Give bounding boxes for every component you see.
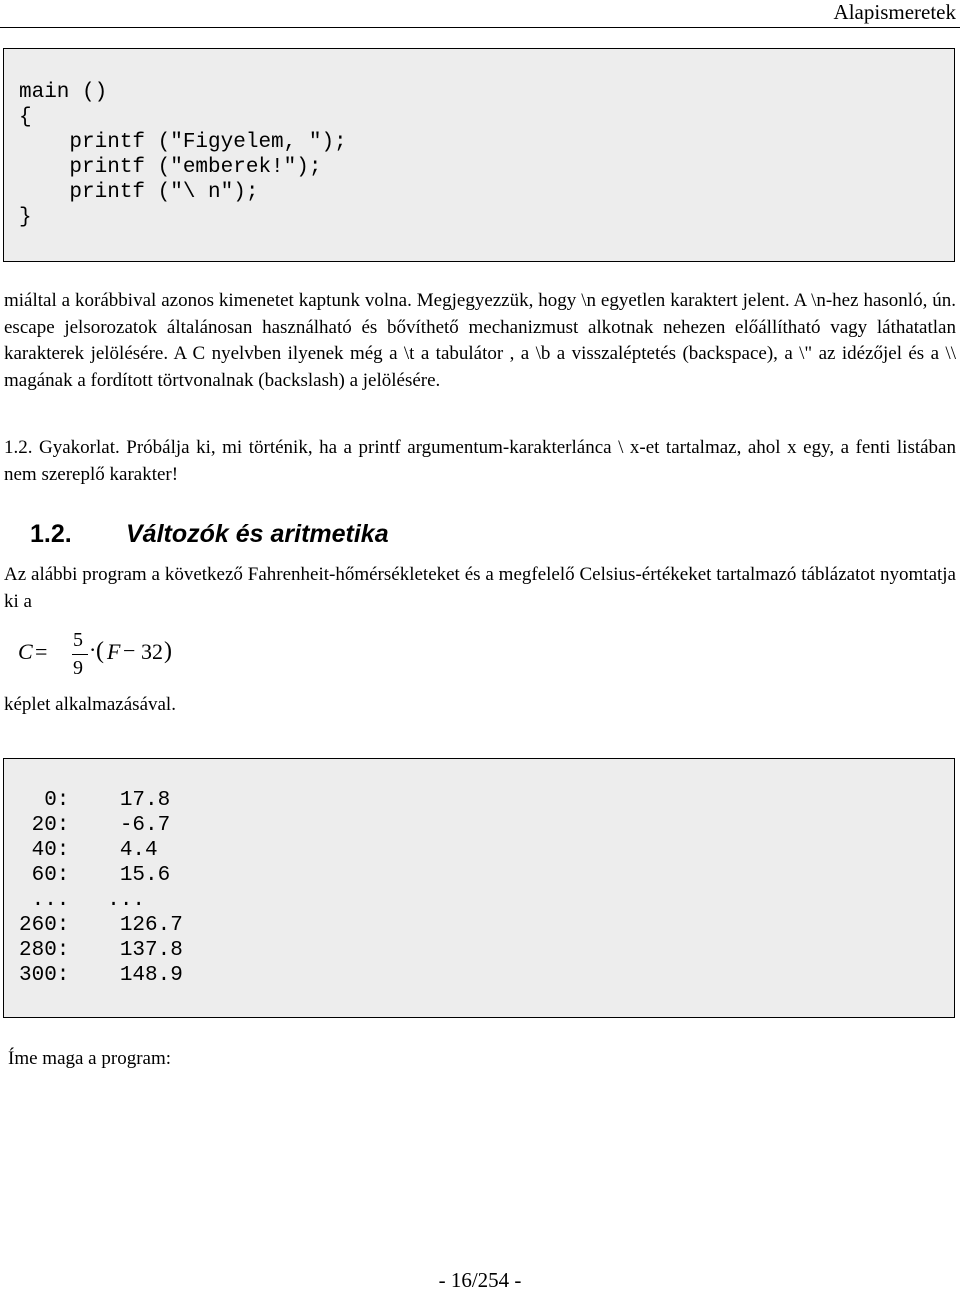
paragraph-escape-sequences: miáltal a korábbival azonos kimenetet kaptunk volna. Megjegyezzük, hogy \n egyetlen karaktert jelent. A \n-hez hasonló, ún. escape jelsorozatok általánosan használható és bővíthető mechanizmust alkotnak nehezen előállítható vagy láthatatlan karakterek jelölésére. A C nyelvben ilyenek még a \t a tabulátor , a \b a visszaléptetés (backspace), a \" az idézőjel és a \\ magának a fordított törtvonalnak (backslash) a jelölésére. (4, 290, 956, 391)
paragraph-exercise: 1.2. Gyakorlat. Próbálja ki, mi történik, ha a printf argumentum-karakterlánca \ x-et tartalmaz, ahol x egy, a fenti listában nem szereplő karakter! (4, 437, 956, 485)
section-number: 1.2. (30, 520, 72, 548)
section-heading (30, 518, 389, 550)
page-number: - 16/254 - (438, 1268, 522, 1292)
paragraph-intro: Az alábbi program a következő Fahrenheit-hőmérsékleteket és a megfelelő Celsius-értékeket tartalmazó táblázatot nyomtatja ki a (4, 564, 956, 612)
running-header-title: Alapismeretek (833, 0, 956, 24)
formula-lhs: C (18, 639, 33, 664)
formula-open-paren: ( (96, 638, 104, 664)
formula-constant: 32 (141, 639, 163, 664)
formula-minus: − (123, 638, 136, 663)
formula-numerator: 5 (73, 629, 83, 651)
formula-variable: F (107, 639, 121, 664)
paragraph-program-intro: Íme maga a program: (8, 1048, 172, 1069)
formula-equals: = (35, 639, 48, 664)
section-title: Változók és aritmetika (126, 520, 389, 548)
formula-denominator: 9 (73, 657, 83, 679)
celsius-formula (18, 626, 178, 682)
header-rule (0, 27, 960, 28)
formula-dot: · (89, 637, 97, 662)
code-block-printf: main () { printf ("Figyelem, "); printf ("emberek!"); printf ("\ n"); } (3, 48, 955, 262)
paragraph-formula-end: képlet alkalmazásával. (4, 694, 176, 715)
formula-close-paren: ) (164, 638, 172, 664)
code-block-temperature-table: 0: 17.8 20: -6.7 40: 4.4 60: 15.6 ... ... 260: 126.7 280: 137.8 300: 148.9 (3, 758, 955, 1018)
formula-fraction-bar (72, 654, 88, 655)
